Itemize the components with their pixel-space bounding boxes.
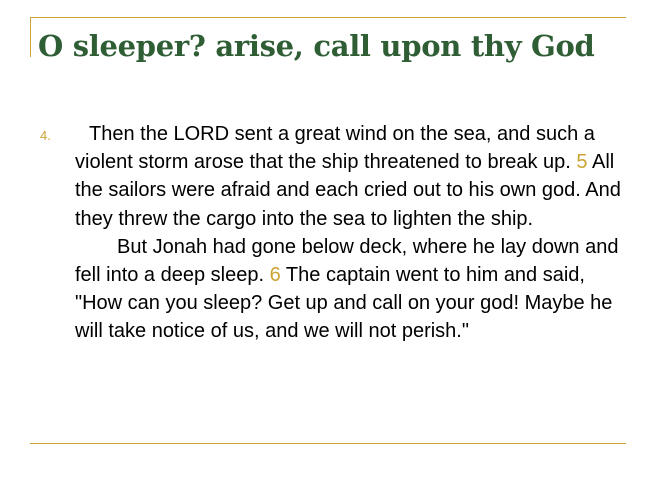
verse-number-6: 6 — [269, 264, 281, 287]
paragraph-1-text-a: Then the LORD sent a great wind on the sea, and such a violent storm arose that the ship threatened to break up. — [75, 123, 595, 174]
bullet-number: 4. — [40, 128, 51, 143]
verse-number-5: 5 — [576, 151, 588, 174]
left-accent-line — [30, 17, 31, 57]
paragraph-1-text-b: All the sailors were afraid and each cried out to his own god. And they threw the cargo into the sea to lighten the ship. — [75, 151, 621, 230]
paragraph-2-text-b: The captain went to him and said, "How can you sleep? Get up and call on your god! Maybe he will take notice of us, and we will not perish." — [75, 264, 613, 343]
slide-body — [75, 120, 635, 346]
top-divider-line — [30, 17, 626, 18]
bottom-divider-line — [30, 443, 626, 444]
paragraph-2-text-a: But Jonah had gone below deck, where he lay down and fell into a deep sleep. — [75, 235, 619, 287]
slide-title: O sleeper? arise, call upon thy God — [38, 29, 595, 63]
paragraph-2 — [75, 233, 635, 346]
paragraph-1 — [75, 120, 635, 233]
